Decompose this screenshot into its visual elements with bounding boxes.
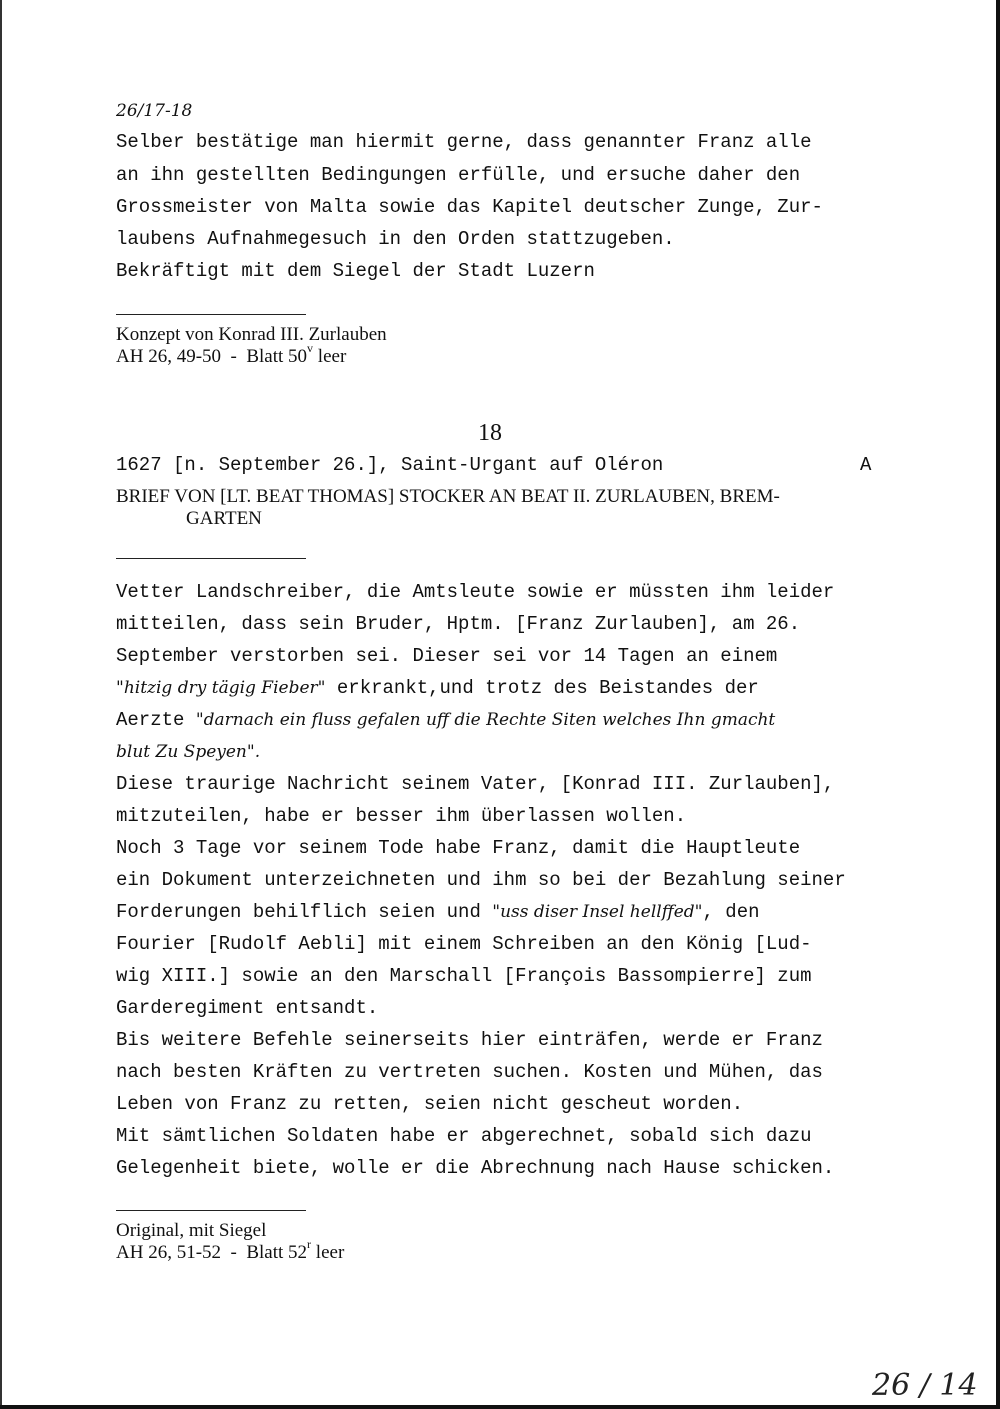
body-line-12: Fourier [Rudolf Aebli] mit einem Schreiben an den König [Lud- bbox=[116, 933, 812, 955]
doc17-source-2-tail: leer bbox=[313, 346, 347, 367]
body-line-11-start: Forderungen behilflich seien und bbox=[116, 901, 493, 923]
doc17-line-4: laubens Aufnahmegesuch in den Orden stattzugeben. bbox=[116, 228, 675, 250]
doc17-line-5: Bekräftigt mit dem Siegel der Stadt Luzern bbox=[116, 260, 595, 282]
scan-edge-bottom bbox=[0, 1405, 1000, 1409]
handwritten-page-number: 26 / 14 bbox=[872, 1368, 978, 1403]
doc17-source-1: Konzept von Konrad III. Zurlauben bbox=[116, 324, 387, 345]
body-line-13: wig XIII.] sowie an den Marschall [François Bassompierre] zum bbox=[116, 965, 812, 987]
doc17-line-1: Selber bestätige man hiermit gerne, dass genannter Franz alle bbox=[116, 131, 812, 153]
body-line-10: ein Dokument unterzeichneten und ihm so bei der Bezahlung seiner bbox=[116, 869, 846, 891]
body-line-8: mitzuteilen, habe er besser ihm überlassen wollen. bbox=[116, 805, 687, 827]
body-line-11 bbox=[116, 901, 760, 923]
body-line-19: Gelegenheit biete, wolle er die Abrechnung nach Hause schicken. bbox=[116, 1157, 835, 1179]
doc17-source-2-sup: v bbox=[307, 341, 314, 355]
body-line-2: mitteilen, dass sein Bruder, Hptm. [Franz Zurlauben], am 26. bbox=[116, 613, 801, 635]
body-line-14: Garderegiment entsandt. bbox=[116, 997, 379, 1019]
doc18-source-2-tail: leer bbox=[311, 1242, 345, 1263]
doc18-title-line-1: BRIEF VON [LT. BEAT THOMAS] STOCKER AN BEAT II. ZURLAUBEN, BREM- bbox=[116, 486, 780, 507]
separator-rule bbox=[116, 1210, 306, 1211]
body-line-16: nach besten Kräften zu vertreten suchen. Kosten und Mühen, das bbox=[116, 1061, 823, 1083]
body-line-4-rest: erkrankt,und trotz des Beistandes der bbox=[325, 677, 759, 699]
body-quote-3: "uss diser Insel hellffed" bbox=[492, 902, 703, 922]
body-line-5-start: Aerzte bbox=[116, 709, 196, 731]
separator-rule bbox=[116, 558, 306, 559]
doc17-source-2-text: AH 26, 49-50 - Blatt 50 bbox=[116, 346, 308, 367]
body-line-15: Bis weitere Befehle seinerseits hier einträfen, werde er Franz bbox=[116, 1029, 823, 1051]
document-number: 18 bbox=[478, 420, 502, 446]
body-line-9: Noch 3 Tage vor seinem Tode habe Franz, damit die Hauptleute bbox=[116, 837, 801, 859]
doc17-line-2: an ihn gestellten Bedingungen erfülle, und ersuche daher den bbox=[116, 164, 801, 186]
doc18-source-2 bbox=[116, 1237, 345, 1265]
body-line-1: Vetter Landschreiber, die Amtsleute sowie er müssten ihm leider bbox=[116, 581, 835, 603]
doc18-source-2-text: AH 26, 51-52 - Blatt 52 bbox=[116, 1242, 308, 1263]
separator-rule bbox=[116, 314, 306, 315]
body-line-4 bbox=[116, 677, 759, 699]
body-line-7: Diese traurige Nachricht seinem Vater, [Konrad III. Zurlauben], bbox=[116, 773, 835, 795]
scan-edge-left bbox=[0, 0, 2, 1409]
body-quote-2: "darnach ein fluss gefalen uff die Rechte Siten welches Ihn gmacht bbox=[195, 710, 776, 730]
body-line-5 bbox=[116, 709, 775, 731]
body-line-11-end: , den bbox=[702, 901, 760, 923]
doc18-source-1: Original, mit Siegel bbox=[116, 1220, 267, 1241]
doc18-date-place: 1627 [n. September 26.], Saint-Urgant auf Oléron bbox=[116, 454, 664, 476]
doc18-title-line-2: GARTEN bbox=[186, 508, 262, 529]
page-reference: 26/17-18 bbox=[116, 101, 193, 121]
body-line-6: blut Zu Speyen". bbox=[116, 742, 261, 762]
scan-edge-right bbox=[996, 0, 1000, 1409]
doc18-source-2-sup: r bbox=[307, 1237, 312, 1251]
body-quote-1: "hitzig dry tägig Fieber" bbox=[116, 678, 326, 698]
doc17-line-3: Grossmeister von Malta sowie das Kapitel deutscher Zunge, Zur- bbox=[116, 196, 823, 218]
body-line-17: Leben von Franz zu retten, seien nicht gescheut worden. bbox=[116, 1093, 744, 1115]
body-line-18: Mit sämtlichen Soldaten habe er abgerechnet, sobald sich dazu bbox=[116, 1125, 812, 1147]
doc18-letter: A bbox=[860, 454, 872, 476]
doc17-source-2 bbox=[116, 341, 347, 369]
body-line-3: September verstorben sei. Dieser sei vor 14 Tagen an einem bbox=[116, 645, 778, 667]
